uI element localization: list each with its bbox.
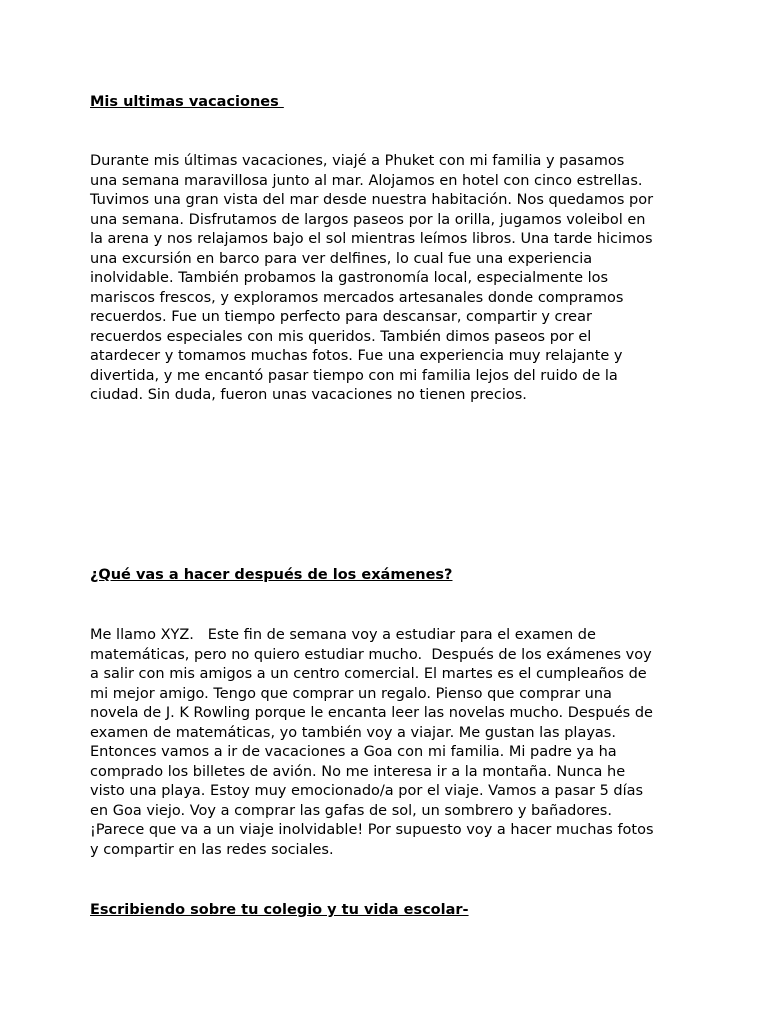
paragraph-line: examen de matemáticas, yo también voy a viajar. Me gustan las playas. [90,724,616,741]
section-heading-vacaciones: Mis ultimas vacaciones [90,94,284,110]
paragraph-line: una semana maravillosa junto al mar. Alojamos en hotel con cinco estrellas. [90,172,643,189]
paragraph-line: recuerdos. Fue un tiempo perfecto para descansar, compartir y crear [90,309,592,325]
paragraph-line: a salir con mis amigos a un centro comercial. El martes es el cumpleaños de [90,666,647,682]
paragraph-line: divertida, y me encantó pasar tiempo con mi familia lejos del ruido de la [90,367,618,384]
paragraph-line: en Goa viejo. Voy a comprar las gafas de sol, un sombrero y bañadores. [90,802,612,819]
paragraph-line: visto una playa. Estoy muy emocionado/a por el viaje. Vamos a pasar 5 días [90,783,644,799]
paragraph-line: ¡Parece que va a un viaje inolvidable! Por supuesto voy a hacer muchas fotos [90,822,654,838]
paragraph-line: Entonces vamos a ir de vacaciones a Goa con mi familia. Mi padre ya ha [90,744,617,760]
paragraph-line: recuerdos especiales con mis queridos. También dimos paseos por el [90,328,592,345]
paragraph-line: comprado los billetes de avión. No me interesa ir a la montaña. Nunca he [90,763,626,780]
paragraph-line: novela de J. K Rowling porque le encanta leer las novelas mucho. Después de [90,705,653,721]
paragraph-line: una excursión en barco para ver delfines, lo cual fue una experiencia [90,250,593,267]
paragraph-line: Me llamo XYZ. Este fin de semana voy a estudiar para el examen de [90,627,596,643]
paragraph-vacaciones [90,152,690,406]
section-heading-colegio: Escribiendo sobre tu colegio y tu vida escolar- [90,902,469,918]
paragraph-line: matemáticas, pero no quiero estudiar mucho. Después de los exámenes voy [90,646,652,663]
paragraph-line: y compartir en las redes sociales. [90,841,334,858]
paragraph-examenes [90,626,690,860]
section-heading-examenes: ¿Qué vas a hacer después de los exámenes? [90,567,453,583]
paragraph-line: Tuvimos una gran vista del mar desde nuestra habitación. Nos quedamos por [90,192,654,208]
paragraph-line: ciudad. Sin duda, fueron unas vacaciones no tienen precios. [90,387,527,403]
paragraph-line: mariscos frescos, y exploramos mercados artesanales donde compramos [90,289,624,306]
paragraph-line: una semana. Disfrutamos de largos paseos por la orilla, jugamos voleibol en [90,211,646,228]
paragraph-line: la arena y nos relajamos bajo el sol mientras leímos libros. Una tarde hicimos [90,231,653,247]
paragraph-line: inolvidable. También probamos la gastronomía local, especialmente los [90,270,609,286]
paragraph-line: mi mejor amigo. Tengo que comprar un regalo. Pienso que comprar una [90,685,612,702]
paragraph-line: atardecer y tomamos muchas fotos. Fue una experiencia muy relajante y [90,348,623,364]
paragraph-line: Durante mis últimas vacaciones, viajé a Phuket con mi familia y pasamos [90,153,625,169]
